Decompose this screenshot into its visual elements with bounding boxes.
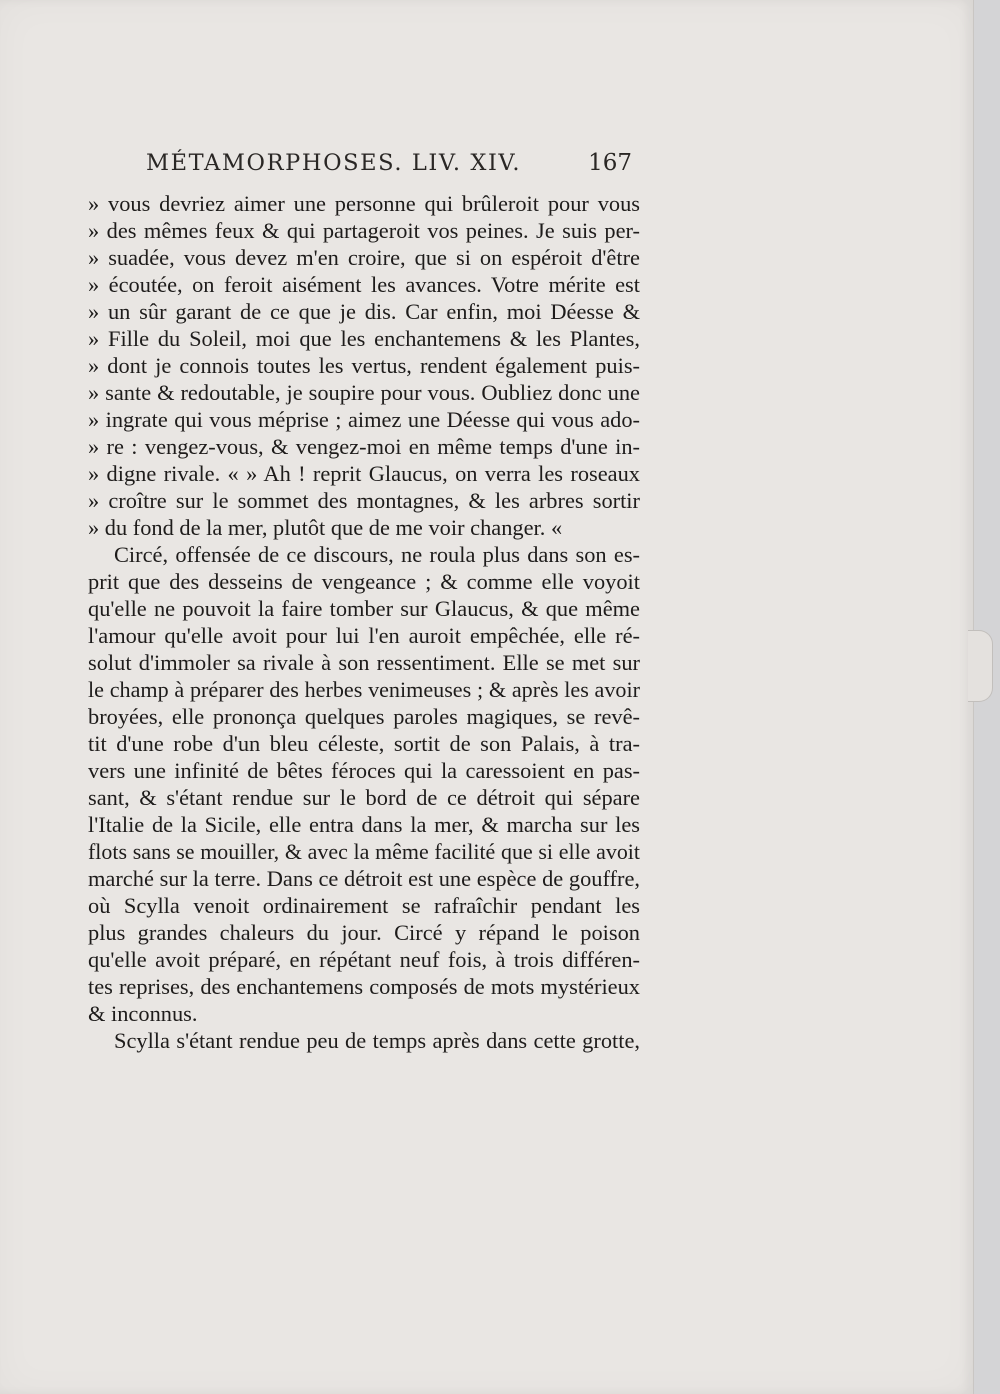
text-line: & inconnus.: [88, 1001, 198, 1026]
text-line: » des mêmes feux & qui partageroit vos peines. Je suis per-: [88, 218, 640, 243]
page-edge-tab: [968, 630, 993, 702]
text-line: marché sur la terre. Dans ce détroit est une espèce de gouffre,: [88, 866, 640, 891]
text-line: » du fond de la mer, plutôt que de me voir changer. «: [88, 515, 563, 540]
text-line: » vous devriez aimer une personne qui brûleroit pour vous: [88, 191, 640, 216]
text-line: plus grandes chaleurs du jour. Circé y répand le poison: [88, 920, 640, 945]
text-line: » ingrate qui vous méprise ; aimez une Déesse qui vous ado-: [88, 407, 640, 432]
text-line: » un sûr garant de ce que je dis. Car enfin, moi Déesse &: [88, 299, 640, 324]
text-line: l'amour qu'elle avoit pour lui l'en auroit empêchée, elle ré-: [88, 623, 640, 648]
text-line: » Fille du Soleil, moi que les enchantemens & les Plantes,: [88, 326, 640, 351]
text-line: où Scylla venoit ordinairement se rafraîchir pendant les: [88, 893, 640, 918]
page-number: 167: [588, 150, 632, 176]
text-line: qu'elle ne pouvoit la faire tomber sur Glaucus, & que même: [88, 596, 640, 621]
text-line: tit d'une robe d'un bleu céleste, sortit de son Palais, à tra-: [88, 731, 640, 756]
text-line: sant, & s'étant rendue sur le bord de ce détroit qui sépare: [88, 785, 640, 810]
text-line: » sante & redoutable, je soupire pour vous. Oubliez donc une: [88, 380, 640, 405]
text-line: le champ à préparer des herbes venimeuses ; & après les avoir: [88, 677, 640, 702]
text-line: vers une infinité de bêtes féroces qui la caressoient en pas-: [88, 758, 640, 783]
text-line: solut d'immoler sa rivale à son ressentiment. Elle se met sur: [88, 650, 640, 675]
text-line: » écoutée, on feroit aisément les avances. Votre mérite est: [88, 272, 640, 297]
text-line: qu'elle avoit préparé, en répétant neuf fois, à trois différen-: [88, 947, 640, 972]
body-text: [88, 190, 640, 1054]
text-line: » dont je connois toutes les vertus, rendent également puis-: [88, 353, 640, 378]
text-line: » croître sur le sommet des montagnes, & les arbres sortir: [88, 488, 640, 513]
text-line: » re : vengez-vous, & vengez-moi en même temps d'une in-: [88, 434, 640, 459]
text-line: l'Italie de la Sicile, elle entra dans la mer, & marcha sur les: [88, 812, 640, 837]
text-line: prit que des desseins de vengeance ; & comme elle voyoit: [88, 569, 640, 594]
running-header: [146, 150, 632, 186]
text-line: » suadée, vous devez m'en croire, que si on espéroit d'être: [88, 245, 640, 270]
text-line: broyées, elle prononça quelques paroles magiques, se revê-: [88, 704, 640, 729]
text-line: flots sans se mouiller, & avec la même facilité que si elle avoit: [88, 839, 640, 864]
running-title: MÉTAMORPHOSES. LIV. XIV.: [146, 150, 522, 176]
paragraph-start-line: Circé, offensée de ce discours, ne roula plus dans son es-: [114, 542, 640, 567]
paragraph-start-line: Scylla s'étant rendue peu de temps après dans cette grotte,: [114, 1028, 640, 1053]
text-line: » digne rivale. « » Ah ! reprit Glaucus, on verra les roseaux: [88, 461, 640, 486]
text-line: tes reprises, des enchantemens composés de mots mystérieux: [88, 974, 640, 999]
